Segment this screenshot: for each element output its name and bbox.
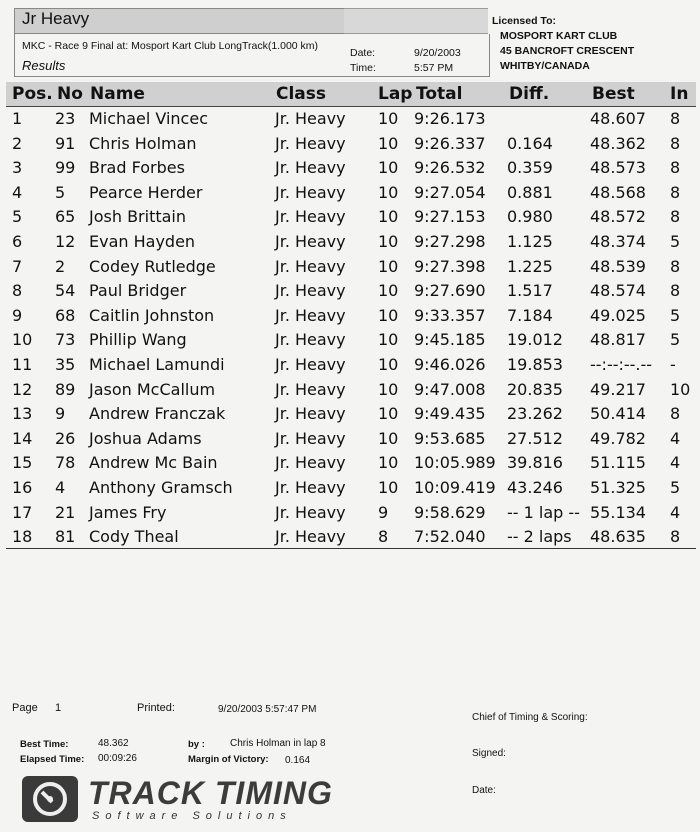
date-sign-label: Date: [472,785,496,796]
table-row [0,353,700,378]
cell-no: 65 [55,207,76,227]
track-timing-logo-icon [22,776,78,822]
cell-no: 81 [55,527,76,547]
licensed-label: Licensed To: [492,15,556,27]
cell-in: 8 [670,207,681,227]
table-row [0,328,700,353]
cell-total: 9:49.435 [414,404,486,424]
cell-diff: 27.512 [507,428,563,448]
cell-no: 78 [55,453,76,473]
cell-no: 26 [55,428,76,448]
cell-no: 89 [55,379,76,399]
results-label: Results [22,58,66,73]
cell-pos: 16 [12,477,33,497]
licensee-line-3: WHITBY/CANADA [500,60,590,72]
cell-no: 9 [55,404,66,424]
date-value: 9/20/2003 [414,47,461,59]
cell-best: 55.134 [590,502,646,522]
results-table [0,107,700,550]
cell-in: 5 [670,477,681,497]
cell-in: 8 [670,281,681,301]
cell-name: Evan Hayden [89,231,196,251]
cell-class: Jr. Heavy [275,281,346,301]
cell-total: 9:47.008 [414,379,486,399]
cell-best: 48.539 [590,256,646,276]
cell-name: Pearce Herder [89,182,203,202]
cell-no: 73 [55,330,76,350]
cell-best: 50.414 [590,404,646,424]
cell-lap: 10 [378,109,399,128]
cell-in: - [670,354,676,374]
table-row [0,427,700,452]
cell-lap: 9 [378,502,389,522]
cell-pos: 12 [12,379,33,399]
cell-name: Cody Theal [89,527,179,547]
best-time-value: 48.362 [98,738,129,749]
table-row [0,501,700,526]
col-lap: Lap [378,84,413,104]
cell-in: 8 [670,133,681,153]
cell-best: 48.574 [590,281,646,301]
cell-no: 5 [55,182,66,202]
cell-class: Jr. Heavy [275,477,346,497]
cell-pos: 6 [12,231,23,251]
cell-total: 10:05.989 [414,453,496,473]
cell-pos: 1 [12,109,23,128]
table-row [0,402,700,427]
cell-no: 91 [55,133,76,153]
table-row [0,132,700,157]
cell-lap: 10 [378,133,399,153]
cell-best: 48.362 [590,133,646,153]
table-row [0,304,700,329]
title-strip [344,8,488,34]
cell-name: Joshua Adams [89,428,202,448]
cell-best: 48.607 [590,109,646,128]
cell-in: 8 [670,256,681,276]
cell-best: 51.115 [590,453,646,473]
cell-class: Jr. Heavy [275,379,346,399]
cell-best: 48.635 [590,527,646,547]
cell-name: Josh Brittain [89,207,187,227]
cell-total: 9:26.173 [414,109,486,128]
cell-class: Jr. Heavy [275,109,346,128]
page-number: 1 [55,702,62,714]
by-value: Chris Holman in lap 8 [230,738,326,749]
time-value: 5:57 PM [414,62,454,74]
table-row [0,525,700,550]
printed-label: Printed: [137,702,175,714]
cell-lap: 10 [378,428,399,448]
cell-no: 23 [55,109,76,128]
elapsed-label: Elapsed Time: [20,754,85,765]
cell-total: 9:27.690 [414,281,486,301]
cell-total: 9:27.298 [414,231,486,251]
col-class: Class [276,84,327,104]
table-row [0,107,700,132]
best-time-label: Best Time: [20,739,69,750]
cell-total: 7:52.040 [414,527,486,547]
cell-name: Phillip Wang [89,330,187,350]
cell-lap: 10 [378,477,399,497]
cell-class: Jr. Heavy [275,231,346,251]
cell-in: 8 [670,182,681,202]
cell-name: Chris Holman [89,133,197,153]
cell-name: Codey Rutledge [89,256,216,276]
cell-in: 8 [670,158,681,178]
cell-total: 9:33.357 [414,305,486,325]
cell-total: 9:46.026 [414,354,486,374]
cell-in: 4 [670,428,681,448]
cell-in: 5 [670,330,681,350]
cell-lap: 8 [378,527,389,547]
printed-value: 9/20/2003 5:57:47 PM [218,704,317,715]
cell-best: 48.817 [590,330,646,350]
cell-pos: 5 [12,207,23,227]
cell-pos: 13 [12,404,33,424]
table-row [0,451,700,476]
table-row [0,279,700,304]
cell-in: 8 [670,109,681,128]
cell-total: 9:26.337 [414,133,486,153]
cell-class: Jr. Heavy [275,428,346,448]
cell-class: Jr. Heavy [275,354,346,374]
cell-name: Brad Forbes [89,158,185,178]
cell-pos: 2 [12,133,23,153]
race-description: MKC - Race 9 Final at: Mosport Kart Club LongTrack(1.000 km) [22,40,319,52]
col-best: Best [592,84,635,104]
page-label: Page [12,702,38,714]
cell-no: 35 [55,354,76,374]
cell-pos: 18 [12,527,33,547]
cell-diff: 1.225 [507,256,553,276]
cell-name: Andrew Franczak [89,404,226,424]
cell-class: Jr. Heavy [275,182,346,202]
cell-pos: 7 [12,256,23,276]
cell-diff: 39.816 [507,453,563,473]
cell-diff: 0.980 [507,207,553,227]
licensee-line-2: 45 BANCROFT CRESCENT [500,45,635,57]
cell-class: Jr. Heavy [275,330,346,350]
cell-pos: 3 [12,158,23,178]
cell-name: Michael Lamundi [89,354,225,374]
cell-total: 9:53.685 [414,428,486,448]
cell-no: 4 [55,477,66,497]
col-pos: Pos. [12,84,53,104]
cell-pos: 17 [12,502,33,522]
cell-lap: 10 [378,305,399,325]
table-row [0,230,700,255]
cell-diff: 0.881 [507,182,553,202]
table-row [0,156,700,181]
cell-pos: 15 [12,453,33,473]
cell-pos: 14 [12,428,33,448]
cell-diff: 23.262 [507,404,563,424]
date-label: Date: [350,47,376,59]
cell-lap: 10 [378,256,399,276]
cell-name: Jason McCallum [89,379,216,399]
col-total: Total [416,84,463,104]
cell-lap: 10 [378,207,399,227]
logo-subtitle: Software Solutions [92,810,292,822]
cell-diff: -- 1 lap -- [507,502,580,522]
margin-value: 0.164 [285,755,311,766]
cell-lap: 10 [378,330,399,350]
cell-pos: 8 [12,281,23,301]
col-in: In [670,84,689,104]
cell-in: 10 [670,379,691,399]
cell-total: 9:27.153 [414,207,486,227]
col-no: No [57,84,83,104]
cell-name: Anthony Gramsch [89,477,233,497]
cell-name: Andrew Mc Bain [89,453,218,473]
cell-pos: 10 [12,330,33,350]
cell-lap: 10 [378,281,399,301]
table-row [0,378,700,403]
table-row [0,205,700,230]
cell-class: Jr. Heavy [275,207,346,227]
cell-in: 5 [670,231,681,251]
cell-total: 9:26.532 [414,158,486,178]
cell-total: 10:09.419 [414,477,496,497]
cell-class: Jr. Heavy [275,453,346,473]
cell-pos: 9 [12,305,23,325]
cell-in: 8 [670,404,681,424]
cell-in: 4 [670,453,681,473]
cell-lap: 10 [378,231,399,251]
cell-diff: 0.359 [507,158,553,178]
cell-in: 5 [670,305,681,325]
cell-total: 9:27.054 [414,182,486,202]
cell-name: Paul Bridger [89,281,187,301]
cell-best: 49.217 [590,379,646,399]
cell-class: Jr. Heavy [275,256,346,276]
cell-diff: 1.125 [507,231,553,251]
cell-diff: 20.835 [507,379,563,399]
cell-name: James Fry [89,502,167,522]
cell-diff: 0.164 [507,133,553,153]
cell-lap: 10 [378,182,399,202]
cell-diff: 19.012 [507,330,563,350]
cell-best: 51.325 [590,477,646,497]
cell-no: 99 [55,158,76,178]
licensee-line-1: MOSPORT KART CLUB [500,30,618,42]
cell-lap: 10 [378,354,399,374]
cell-lap: 10 [378,404,399,424]
table-bottom-rule [6,548,696,549]
cell-diff: 19.853 [507,354,563,374]
cell-no: 2 [55,256,66,276]
cell-total: 9:27.398 [414,256,486,276]
cell-best: 49.025 [590,305,646,325]
cell-total: 9:45.185 [414,330,486,350]
cell-best: --:--:--.-- [590,354,653,374]
cell-best: 48.573 [590,158,646,178]
col-name: Name [90,84,145,104]
cell-lap: 10 [378,453,399,473]
cell-no: 21 [55,502,76,522]
cell-best: 48.572 [590,207,646,227]
cell-class: Jr. Heavy [275,133,346,153]
table-row [0,181,700,206]
cell-class: Jr. Heavy [275,527,346,547]
cell-no: 68 [55,305,76,325]
cell-diff: 1.517 [507,281,553,301]
by-label: by : [188,739,205,750]
margin-label: Margin of Victory: [188,754,269,765]
cell-class: Jr. Heavy [275,305,346,325]
cell-diff: 7.184 [507,305,553,325]
cell-in: 4 [670,502,681,522]
cell-name: Michael Vincec [89,109,208,128]
logo-title: TRACK TIMING [88,775,333,811]
cell-class: Jr. Heavy [275,502,346,522]
table-row [0,476,700,501]
cell-class: Jr. Heavy [275,158,346,178]
cell-best: 49.782 [590,428,646,448]
cell-no: 12 [55,231,76,251]
time-label: Time: [350,62,376,74]
cell-name: Caitlin Johnston [89,305,215,325]
table-row [0,255,700,280]
chief-label: Chief of Timing & Scoring: [472,712,588,723]
page-title: Jr Heavy [22,9,90,28]
cell-no: 54 [55,281,76,301]
cell-in: 8 [670,527,681,547]
cell-pos: 11 [12,354,33,374]
cell-diff: 43.246 [507,477,563,497]
cell-best: 48.568 [590,182,646,202]
elapsed-value: 00:09:26 [98,753,137,764]
cell-diff: -- 2 laps [507,527,572,547]
cell-pos: 4 [12,182,23,202]
cell-class: Jr. Heavy [275,404,346,424]
cell-lap: 10 [378,379,399,399]
cell-total: 9:58.629 [414,502,486,522]
cell-best: 48.374 [590,231,646,251]
signed-label: Signed: [472,748,506,759]
cell-lap: 10 [378,158,399,178]
col-diff: Diff. [509,84,550,104]
